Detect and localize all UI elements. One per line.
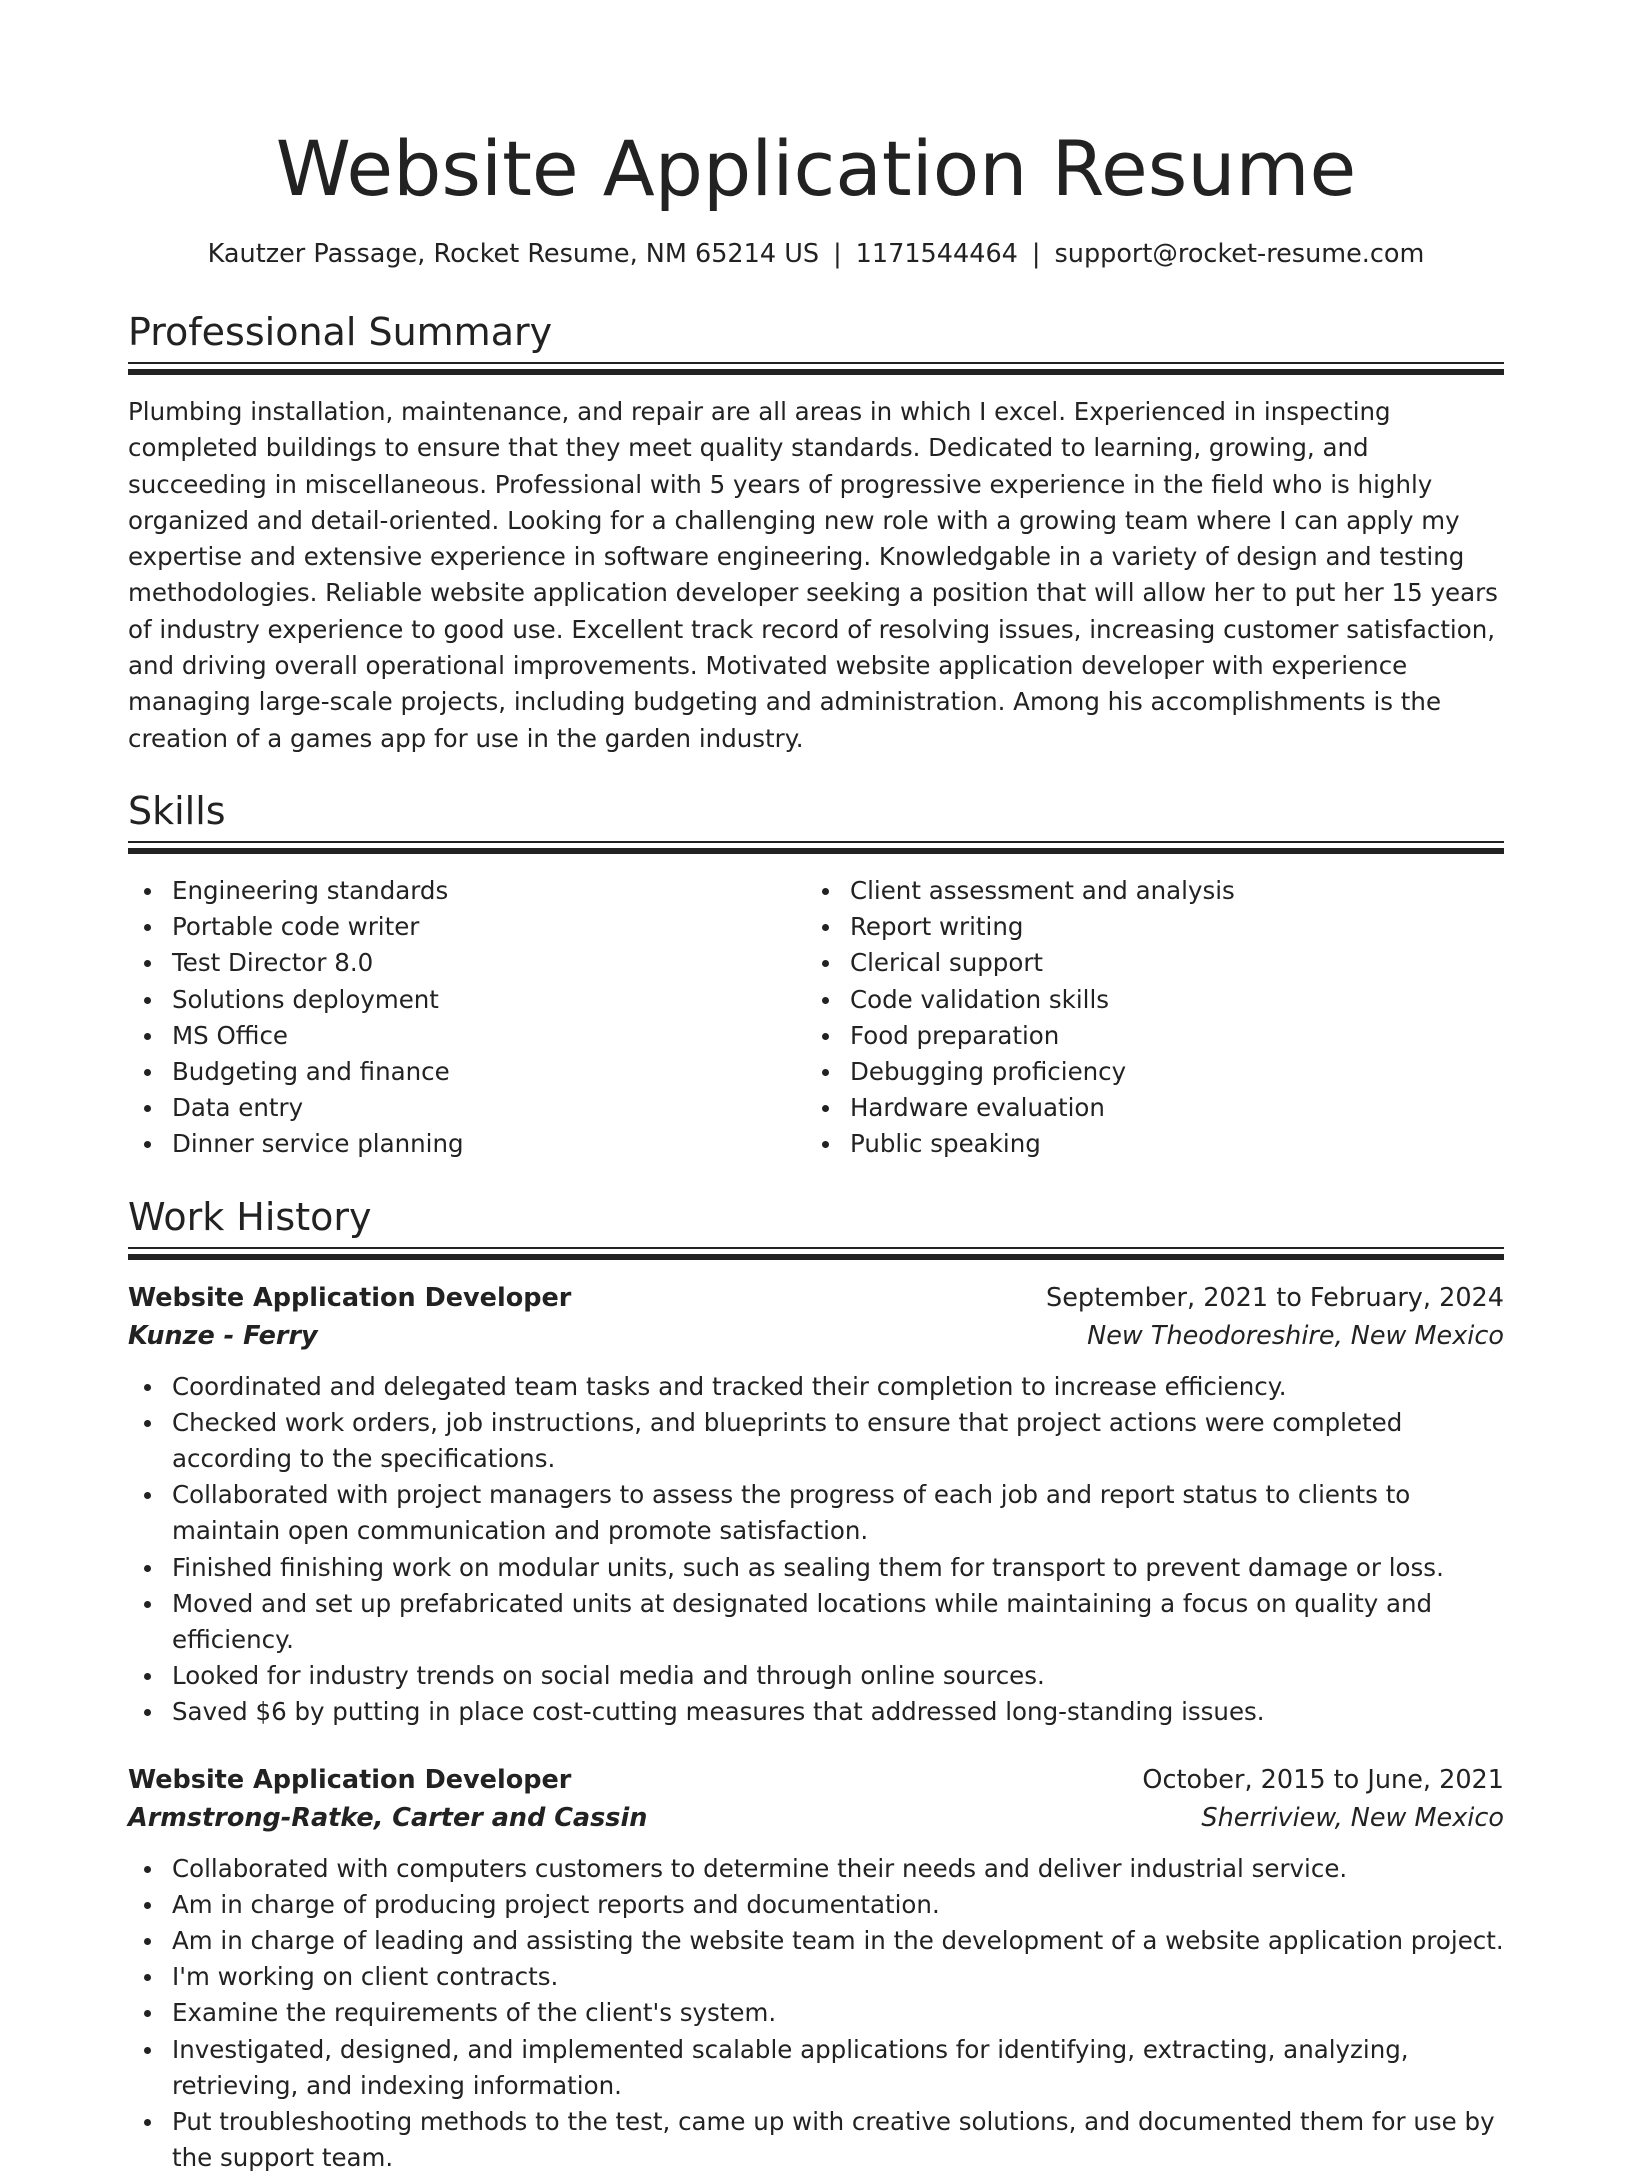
contact-email: support@rocket-resume.com	[1054, 239, 1425, 269]
job-bullet: Collaborated with computers customers to determine their needs and deliver industrial service.	[172, 1851, 1504, 1887]
job-entry	[128, 1761, 1504, 2176]
job-bullet: Put troubleshooting methods to the test, came up with creative solutions, and documented them for use by the support team.	[172, 2104, 1504, 2176]
skill-item: Food preparation	[850, 1018, 1484, 1054]
job-bullet: Examine the requirements of the client's system.	[172, 1995, 1504, 2031]
job-entry	[128, 1279, 1504, 1731]
skill-item: Solutions deployment	[172, 982, 806, 1018]
contact-address: Kautzer Passage, Rocket Resume, NM 65214 US	[207, 239, 820, 269]
job-company: Armstrong-Ratke, Carter and Cassin	[128, 1802, 648, 1833]
job-location: Sherriview, New Mexico	[1201, 1802, 1504, 1833]
job-subheader	[128, 1799, 1504, 1837]
job-title: Website Application Developer	[128, 1764, 572, 1795]
skill-item: Clerical support	[850, 945, 1484, 981]
contact-phone: 1171544464	[855, 239, 1018, 269]
skills-columns	[128, 873, 1504, 1163]
section-divider	[128, 362, 1504, 378]
skills-list-right	[806, 873, 1484, 1163]
job-company: Kunze - Ferry	[128, 1320, 318, 1351]
job-dates: September, 2021 to February, 2024	[1046, 1282, 1504, 1313]
contact-separator: |	[1031, 239, 1041, 269]
skill-item: MS Office	[172, 1018, 806, 1054]
job-dates: October, 2015 to June, 2021	[1142, 1764, 1504, 1795]
job-location: New Theodoreshire, New Mexico	[1087, 1320, 1504, 1351]
skill-item: Portable code writer	[172, 909, 806, 945]
section-divider	[128, 1247, 1504, 1263]
skills-section	[128, 785, 1504, 1163]
job-bullet: Collaborated with project managers to assess the progress of each job and report status to clients to maintain open communication and promote satisfaction.	[172, 1477, 1504, 1549]
skill-item: Code validation skills	[850, 982, 1484, 1018]
job-subheader	[128, 1317, 1504, 1355]
job-title: Website Application Developer	[128, 1282, 572, 1313]
skill-item: Budgeting and finance	[172, 1054, 806, 1090]
section-heading-skills: Skills	[128, 788, 226, 833]
job-bullet: Moved and set up prefabricated units at designated locations while maintaining a focus on quality and efficiency.	[172, 1586, 1504, 1658]
skill-item: Dinner service planning	[172, 1126, 806, 1162]
job-bullet: I'm working on client contracts.	[172, 1959, 1504, 1995]
section-divider	[128, 841, 1504, 857]
job-bullet: Coordinated and delegated team tasks and tracked their completion to increase efficiency.	[172, 1369, 1504, 1405]
job-header	[128, 1279, 1504, 1317]
summary-text: Plumbing installation, maintenance, and repair are all areas in which I excel. Experienced in inspecting completed buildings to ensure that they meet quality standards. Dedicated to learning, growing, and succeeding in miscellaneous. Professional with 5 years of progressive experience in the field who is highly organized and detail-oriented. Looking for a challenging new role with a growing team where I can apply my expertise and extensive experience in software engineering. Knowledgable in a variety of design and testing methodologies. Reliable website application developer seeking a position that will allow her to put her 15 years of industry experience to good use. Excellent track record of resolving issues, increasing customer satisfaction, and driving overall operational improvements. Motivated website application developer with experience managing large-scale projects, including budgeting and administration. Among his accomplishments is the creation of a games app for use in the garden industry.	[128, 397, 1498, 753]
job-header	[128, 1761, 1504, 1799]
skills-list-left	[128, 873, 806, 1163]
skill-item: Engineering standards	[172, 873, 806, 909]
job-bullets	[128, 1369, 1504, 1731]
summary-section	[128, 306, 1504, 757]
contact-line	[128, 236, 1504, 272]
skill-item: Report writing	[850, 909, 1484, 945]
skill-item: Test Director 8.0	[172, 945, 806, 981]
skill-item: Hardware evaluation	[850, 1090, 1484, 1126]
job-bullets	[128, 1851, 1504, 2176]
skill-item: Public speaking	[850, 1126, 1484, 1162]
job-bullet: Am in charge of leading and assisting the website team in the development of a website application project.	[172, 1923, 1504, 1959]
section-heading-work: Work History	[128, 1194, 372, 1239]
skill-item: Debugging proficiency	[850, 1054, 1484, 1090]
section-heading-summary: Professional Summary	[128, 310, 553, 354]
resume-page	[128, 116, 1504, 2176]
job-bullet: Investigated, designed, and implemented scalable applications for identifying, extracting, analyzing, retrieving, and indexing information.	[172, 2032, 1504, 2104]
resume-title: Website Application Resume	[275, 124, 1357, 213]
job-bullet: Finished finishing work on modular units, such as sealing them for transport to prevent damage or loss.	[172, 1550, 1504, 1586]
job-bullet: Saved $6 by putting in place cost-cutting measures that addressed long-standing issues.	[172, 1694, 1504, 1730]
job-bullet: Checked work orders, job instructions, and blueprints to ensure that project actions were completed according to the specifications.	[172, 1405, 1504, 1477]
job-bullet: Looked for industry trends on social media and through online sources.	[172, 1658, 1504, 1694]
job-bullet: Am in charge of producing project reports and documentation.	[172, 1887, 1504, 1923]
skill-item: Data entry	[172, 1090, 806, 1126]
work-history-section	[128, 1191, 1504, 2176]
skill-item: Client assessment and analysis	[850, 873, 1484, 909]
contact-separator: |	[833, 239, 842, 269]
